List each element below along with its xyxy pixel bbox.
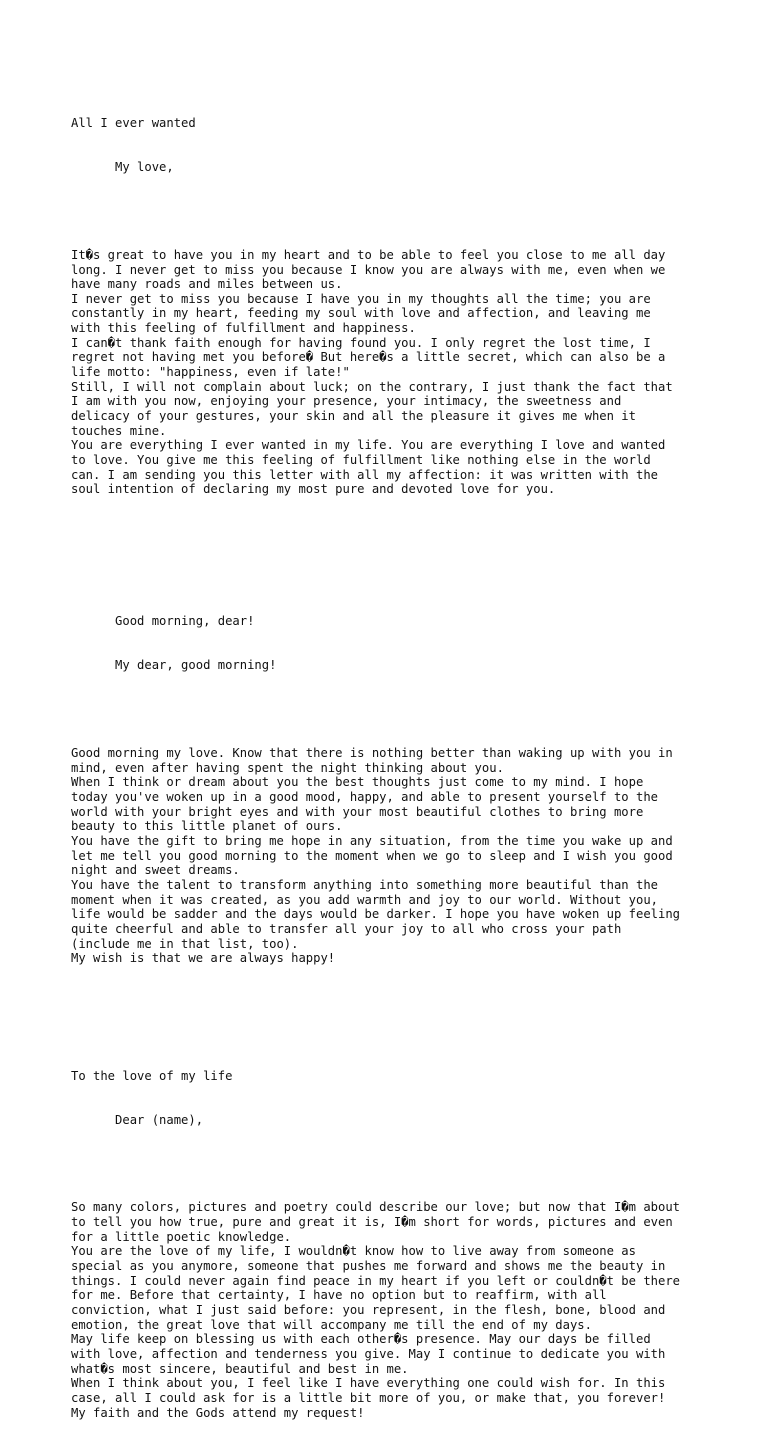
body-line: It�s great to have you in my heart and to be able to feel you close to me all day bbox=[71, 247, 666, 262]
section-2-body bbox=[71, 746, 711, 966]
body-line: case, all I could ask for is a little bit more of you, or make that, you forever! bbox=[71, 1390, 666, 1405]
spacer bbox=[71, 204, 711, 219]
body-line: You have the gift to bring me hope in any situation, from the time you wake up and bbox=[71, 834, 673, 849]
body-line: So many colors, pictures and poetry could describe our love; but now that I�m about bbox=[71, 1200, 681, 1215]
body-line: touches mine. bbox=[71, 423, 167, 438]
body-line: beauty to this little planet of ours. bbox=[71, 819, 343, 834]
body-line: You are everything I ever wanted in my life. You are everything I love and wanted bbox=[71, 438, 666, 453]
body-line: You have the talent to transform anything into something more beautiful than the bbox=[71, 878, 658, 893]
body-line: long. I never get to miss you because I know you are always with me, even when we bbox=[71, 262, 666, 277]
body-line: constantly in my heart, feeding my soul with love and affection, and leaving me bbox=[71, 306, 651, 321]
body-line: (include me in that list, too). bbox=[71, 936, 299, 951]
body-line: life would be sadder and the days would be darker. I hope you have woken up feeling bbox=[71, 907, 681, 922]
body-line: have many roads and miles between us. bbox=[71, 277, 343, 292]
letter-document bbox=[71, 72, 711, 1435]
body-line: to tell you how true, pure and great it is, I�m short for words, pictures and even bbox=[71, 1215, 673, 1230]
body-line: Good morning my love. Know that there is nothing better than waking up with you in bbox=[71, 746, 673, 761]
body-line: life motto: "happiness, even if late!" bbox=[71, 365, 350, 380]
body-line: conviction, what I just said before: you represent, in the flesh, bone, blood and bbox=[71, 1303, 666, 1318]
body-line: regret not having met you before� But here�s a little secret, which can also be a bbox=[71, 350, 666, 365]
body-line: world with your bright eyes and with your most beautiful clothes to bring more bbox=[71, 804, 644, 819]
body-line: special as you anymore, someone that pushes me forward and shows me the beauty in bbox=[71, 1259, 666, 1274]
section-1-body bbox=[71, 248, 711, 497]
spacer bbox=[71, 702, 711, 717]
body-line: Still, I will not complain about luck; on the contrary, I just thank the fact that bbox=[71, 379, 673, 394]
section-2-salutation: My dear, good morning! bbox=[71, 658, 277, 673]
body-line: moment when it was created, as you add warmth and joy to our world. Without you, bbox=[71, 892, 658, 907]
spacer bbox=[71, 995, 711, 1010]
body-line: When I think or dream about you the best thoughts just come to my mind. I hope bbox=[71, 775, 644, 790]
spacer bbox=[71, 526, 711, 555]
body-line: with this feeling of fulfillment and happiness. bbox=[71, 321, 416, 336]
section-1-heading: All I ever wanted bbox=[71, 115, 196, 130]
body-line: can. I am sending you this letter with all my affection: it was written with the bbox=[71, 467, 658, 482]
body-line: night and sweet dreams. bbox=[71, 863, 240, 878]
body-line: what�s most sincere, beautiful and best in me. bbox=[71, 1361, 409, 1376]
body-line: emotion, the great love that will accompany me till the end of my days. bbox=[71, 1317, 592, 1332]
body-line: today you've woken up in a good mood, happy, and able to present yourself to the bbox=[71, 790, 658, 805]
section-3-salutation: Dear (name), bbox=[71, 1112, 204, 1127]
body-line: You are the love of my life, I wouldn�t know how to live away from someone as bbox=[71, 1244, 636, 1259]
body-line: I am with you now, enjoying your presence, your intimacy, the sweetness and bbox=[71, 394, 622, 409]
body-line: soul intention of declaring my most pure and devoted love for you. bbox=[71, 482, 556, 497]
body-line: for a little poetic knowledge. bbox=[71, 1229, 292, 1244]
body-line: My faith and the Gods attend my request! bbox=[71, 1405, 365, 1420]
body-line: My wish is that we are always happy! bbox=[71, 951, 336, 966]
body-line: quite cheerful and able to transfer all your joy to all who cross your path bbox=[71, 922, 622, 937]
spacer bbox=[71, 1157, 711, 1172]
section-1-salutation: My love, bbox=[71, 159, 174, 174]
body-line: When I think about you, I feel like I have everything one could wish for. In this bbox=[71, 1376, 666, 1391]
body-line: mind, even after having spent the night thinking about you. bbox=[71, 760, 504, 775]
body-line: with love, affection and tenderness you give. May I continue to dedicate you with bbox=[71, 1347, 666, 1362]
body-line: I never get to miss you because I have you in my thoughts all the time; you are bbox=[71, 291, 651, 306]
section-3-body bbox=[71, 1200, 711, 1420]
body-line: to love. You give me this feeling of fulfillment like nothing else in the world bbox=[71, 453, 651, 468]
body-line: I can�t thank faith enough for having found you. I only regret the lost time, I bbox=[71, 335, 651, 350]
section-2-heading: Good morning, dear! bbox=[71, 614, 255, 629]
body-line: things. I could never again find peace in my heart if you left or couldn�t be there bbox=[71, 1273, 681, 1288]
body-line: delicacy of your gestures, your skin and all the pleasure it gives me when it bbox=[71, 409, 636, 424]
section-3-heading: To the love of my life bbox=[71, 1068, 233, 1083]
body-line: for me. Before that certainty, I have no option but to reaffirm, with all bbox=[71, 1288, 607, 1303]
body-line: let me tell you good morning to the moment when we go to sleep and I wish you good bbox=[71, 848, 673, 863]
body-line: May life keep on blessing us with each other�s presence. May our days be filled bbox=[71, 1332, 651, 1347]
